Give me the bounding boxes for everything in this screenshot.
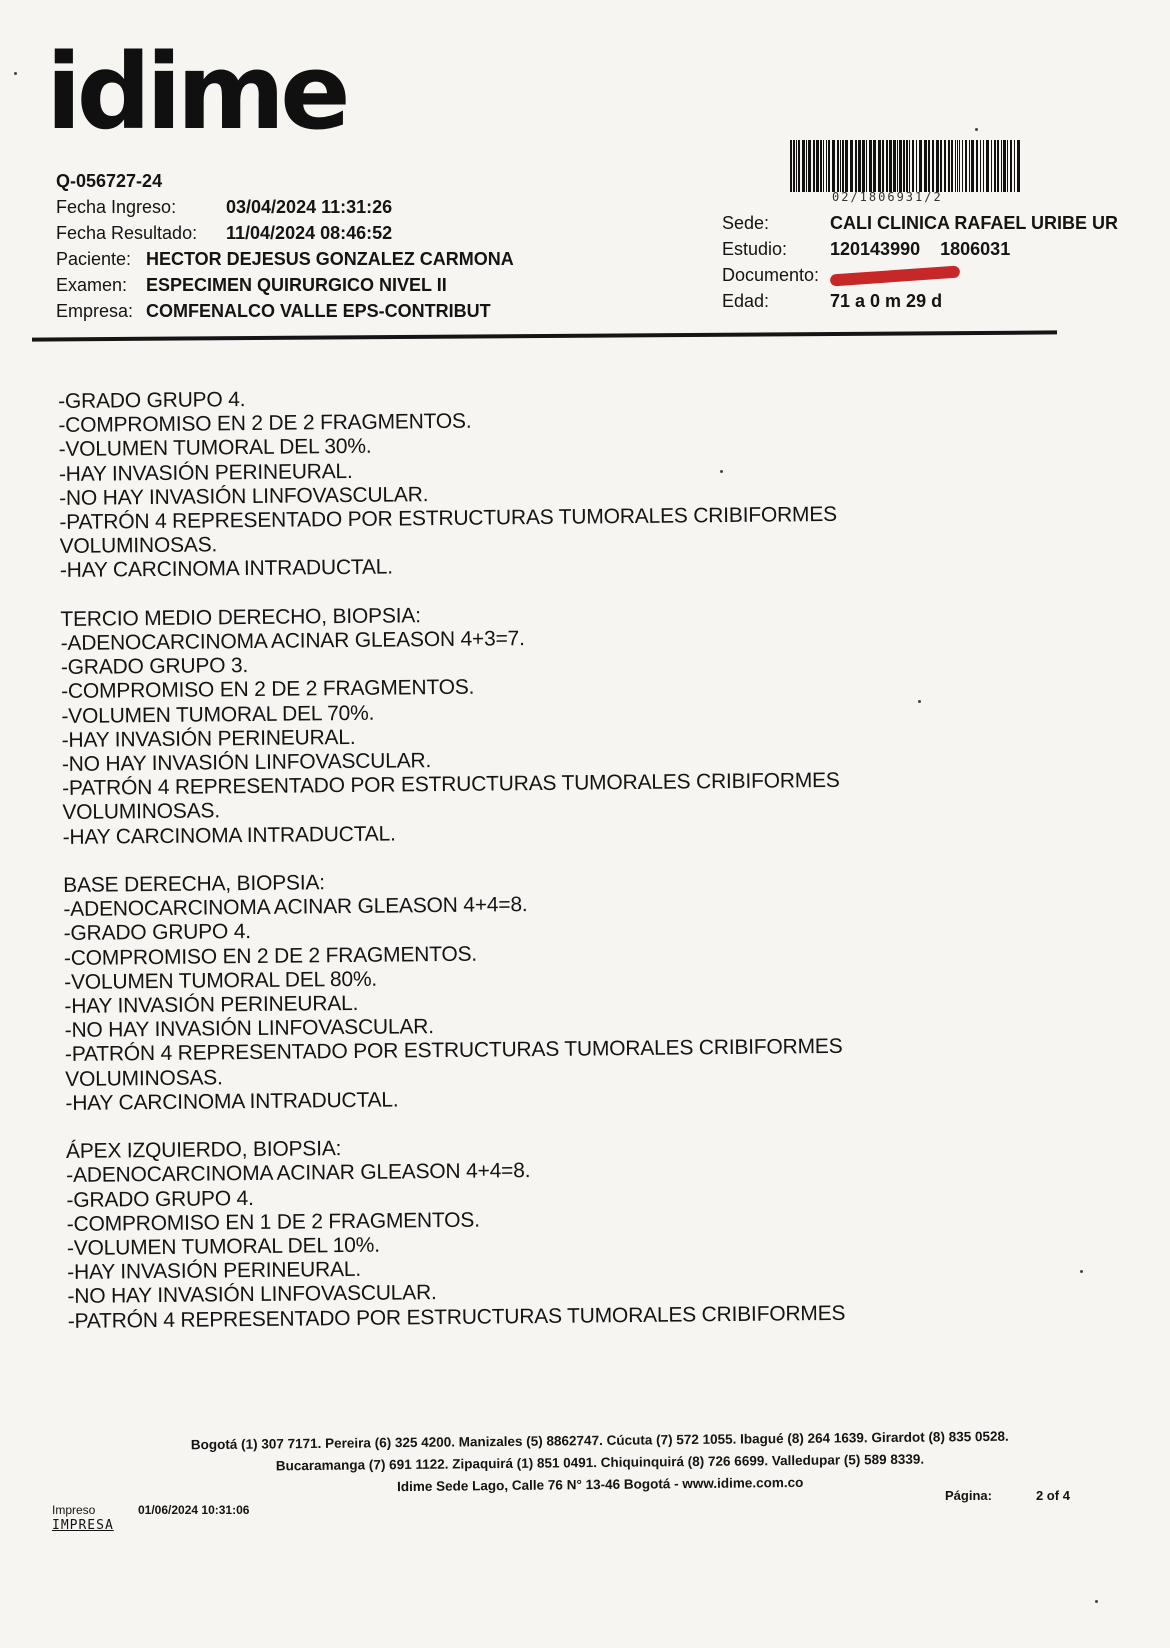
barcode-bar	[878, 140, 881, 192]
report-line: BASE DERECHA, BIOPSIA:	[63, 871, 325, 898]
barcode-bar	[983, 140, 984, 192]
barcode-bar	[957, 140, 958, 192]
footer-contacts	[140, 1425, 1061, 1501]
barcode-bar	[845, 140, 848, 192]
report-line: -COMPROMISO EN 2 DE 2 FRAGMENTOS.	[63, 942, 478, 970]
barcode-number: 02/1806931/2	[832, 190, 943, 204]
pagina-value: 2 of 4	[1035, 1488, 1070, 1503]
documento-row	[722, 262, 1118, 288]
barcode-bar	[899, 140, 902, 192]
report-code: Q-056727-24	[56, 171, 163, 191]
report-line: -HAY INVASIÓN PERINEURAL.	[67, 1258, 362, 1285]
report-line: -PATRÓN 4 REPRESENTADO POR ESTRUCTURAS TUMORALES CRIBIFORMES	[59, 502, 838, 535]
report-line: ÁPEX IZQUIERDO, BIOPSIA:	[65, 1137, 342, 1164]
report-line: VOLUMINOSAS.	[62, 799, 221, 825]
barcode-bar	[944, 140, 946, 192]
barcode-bar	[994, 140, 996, 192]
examen-value: ESPECIMEN QUIRURGICO NIVEL II	[146, 275, 447, 295]
barcode-bar	[986, 140, 989, 192]
paciente-row	[56, 246, 514, 272]
pagina-label: Página:	[945, 1488, 992, 1503]
barcode-bar	[882, 140, 884, 192]
barcode-bar	[1001, 140, 1002, 192]
barcode-bar	[793, 140, 795, 192]
footer-address-line: Idime Sede Lago, Calle 76 N° 13-46 Bogotá - www.idime.com.co	[397, 1474, 804, 1495]
barcode-bar	[893, 140, 896, 192]
barcode-bar	[826, 140, 827, 192]
barcode-bar	[924, 140, 927, 192]
barcode-bar	[816, 140, 819, 192]
report-line: -VOLUMEN TUMORAL DEL 30%.	[58, 435, 372, 462]
fecha-ingreso-row	[56, 194, 514, 220]
report-line: VOLUMINOSAS.	[59, 533, 218, 559]
barcode-bar	[823, 140, 824, 192]
documento-label: Documento:	[722, 265, 820, 285]
edad-value: 71 a 0 m 29 d	[830, 291, 943, 311]
estudio-row	[722, 236, 1118, 262]
report-line: -VOLUMEN TUMORAL DEL 10%.	[66, 1233, 380, 1261]
sede-value: CALI CLINICA RAFAEL URIBE UR	[830, 213, 1118, 233]
report-line: -COMPROMISO EN 1 DE 2 FRAGMENTOS.	[66, 1208, 480, 1236]
barcode-bar	[886, 140, 888, 192]
report-line: -HAY INVASIÓN PERINEURAL.	[61, 725, 356, 752]
barcode-bar	[997, 140, 999, 192]
empresa-value: COMFENALCO VALLE EPS-CONTRIBUT	[146, 301, 491, 321]
edad-row	[722, 288, 1118, 314]
examen-row	[56, 272, 514, 298]
barcode-bar	[813, 140, 815, 192]
barcode-bar	[962, 140, 963, 192]
patient-info-block	[56, 168, 514, 324]
report-line: -NO HAY INVASIÓN LINFOVASCULAR.	[61, 749, 432, 777]
impreso-label: Impreso	[52, 1503, 96, 1517]
barcode-bar	[955, 140, 956, 192]
barcode-bar	[869, 140, 872, 192]
empresa-row	[56, 298, 514, 324]
barcode-bar	[1003, 140, 1006, 192]
report-line: TERCIO MEDIO DERECHO, BIOPSIA:	[60, 604, 421, 631]
report-line: -NO HAY INVASIÓN LINFOVASCULAR.	[59, 482, 429, 510]
barcode-bar	[1017, 140, 1020, 192]
print-info	[52, 1502, 249, 1534]
barcode-bar	[873, 140, 876, 192]
barcode-bar	[806, 140, 807, 192]
barcode-bar	[903, 140, 905, 192]
scan-speck	[14, 72, 17, 75]
scan-speck	[720, 470, 723, 473]
report-line: -HAY INVASIÓN PERINEURAL.	[64, 991, 359, 1019]
report-line: -PATRÓN 4 REPRESENTADO POR ESTRUCTURAS TUMORALES CRIBIFORMES	[62, 769, 840, 801]
scan-speck	[1095, 1600, 1098, 1603]
barcode-bar	[976, 140, 978, 192]
examen-label: Examen:	[56, 275, 128, 295]
barcode-bar	[959, 140, 960, 192]
barcode-bar	[1014, 140, 1015, 192]
barcode-bar	[796, 140, 797, 192]
barcode-bar	[928, 140, 930, 192]
paciente-value: HECTOR DEJESUS GONZALEZ CARMONA	[146, 249, 514, 269]
redaction-mark	[830, 266, 961, 287]
estudio-value: 120143990	[830, 239, 921, 259]
barcode-bar	[965, 140, 967, 192]
barcode-bar	[832, 140, 835, 192]
estudio-label: Estudio:	[722, 239, 788, 259]
impreso-sub: IMPRESA	[52, 1518, 114, 1533]
barcode-bar	[866, 140, 867, 192]
barcode-bar	[971, 140, 974, 192]
page-number	[945, 1488, 1070, 1503]
report-line: -GRADO GRUPO 4.	[63, 920, 252, 946]
barcode-bar	[936, 140, 939, 192]
barcode-bar	[940, 140, 942, 192]
fecha-resultado-row	[56, 220, 514, 246]
report-line: -GRADO GRUPO 4.	[58, 388, 246, 413]
fecha-ingreso-label: Fecha Ingreso:	[56, 197, 177, 217]
barcode-bar	[855, 140, 857, 192]
report-line: -GRADO GRUPO 3.	[60, 654, 249, 680]
barcode-bar	[798, 140, 800, 192]
scan-speck	[1080, 1270, 1083, 1273]
report-line: -GRADO GRUPO 4.	[66, 1186, 254, 1212]
report-line: -ADENOCARCINOMA ACINAR GLEASON 4+4=8.	[63, 893, 528, 922]
barcode-bar	[951, 140, 953, 192]
fecha-resultado-label: Fecha Resultado:	[56, 223, 198, 243]
barcode-bar	[840, 140, 841, 192]
impreso-date: 01/06/2024 10:31:06	[138, 1503, 250, 1517]
report-body	[58, 379, 1108, 1334]
report-line: -COMPROMISO EN 2 DE 2 FRAGMENTOS.	[61, 676, 475, 704]
barcode-bar	[897, 140, 898, 192]
barcode-bar	[948, 140, 950, 192]
report-line: -PATRÓN 4 REPRESENTADO POR ESTRUCTURAS TUMORALES CRIBIFORMES	[64, 1035, 843, 1067]
study-info-block	[722, 210, 1118, 314]
barcode-bar	[828, 140, 830, 192]
fecha-ingreso-value: 03/04/2024 11:31:26	[226, 197, 393, 217]
report-line: -HAY INVASIÓN PERINEURAL.	[58, 459, 353, 486]
report-line: -HAY CARCINOMA INTRADUCTAL.	[59, 555, 393, 583]
barcode-bar	[1007, 140, 1008, 192]
edad-label: Edad:	[722, 291, 770, 311]
report-line: -VOLUMEN TUMORAL DEL 70%.	[61, 701, 375, 728]
report-line: -VOLUMEN TUMORAL DEL 80%.	[64, 967, 378, 994]
barcode-bar	[808, 140, 811, 192]
report-line: -ADENOCARCINOMA ACINAR GLEASON 4+4=8.	[66, 1159, 531, 1188]
paciente-label: Paciente:	[56, 249, 132, 269]
barcode-bar	[842, 140, 844, 192]
barcode-bar	[919, 140, 922, 192]
sede-label: Sede:	[722, 213, 770, 233]
header-divider	[32, 330, 1057, 341]
footer-address-line: Bogotá (1) 307 7171. Pereira (6) 325 4200. Manizales (5) 8862747. Cúcuta (7) 572 1055. Ibagué (8) 264 1639. Girardot (8) 835 0528.	[190, 1428, 1009, 1453]
report-line: -HAY CARCINOMA INTRADUCTAL.	[62, 822, 396, 849]
report-line: -NO HAY INVASIÓN LINFOVASCULAR.	[64, 1015, 434, 1043]
barcode-bar	[932, 140, 934, 192]
report-line: -NO HAY INVASIÓN LINFOVASCULAR.	[67, 1281, 437, 1309]
barcode-bar	[916, 140, 917, 192]
barcode-bar	[862, 140, 865, 192]
sede-row	[722, 210, 1118, 236]
barcode-bar	[991, 140, 992, 192]
scan-speck	[975, 128, 978, 131]
scan-speck	[918, 700, 921, 703]
report-line: VOLUMINOSAS.	[65, 1065, 223, 1091]
barcode-bar	[820, 140, 822, 192]
barcode-bar	[802, 140, 805, 192]
barcode-bar	[790, 140, 792, 192]
barcode-bar	[912, 140, 914, 192]
barcode-bar	[1010, 140, 1012, 192]
barcode-bar	[858, 140, 861, 192]
barcode-bar	[906, 140, 908, 192]
barcode-bar	[889, 140, 892, 192]
barcode-bar	[837, 140, 839, 192]
report-line: -PATRÓN 4 REPRESENTADO POR ESTRUCTURAS TUMORALES CRIBIFORMES	[67, 1301, 846, 1333]
barcode-bar	[850, 140, 853, 192]
report-line: -HAY CARCINOMA INTRADUCTAL.	[65, 1088, 399, 1115]
fecha-resultado-value: 11/04/2024 08:46:52	[226, 223, 393, 243]
barcode-bar	[969, 140, 970, 192]
barcode-bar	[980, 140, 981, 192]
barcode-icon	[790, 140, 1022, 192]
report-line: -COMPROMISO EN 2 DE 2 FRAGMENTOS.	[58, 409, 472, 438]
empresa-label: Empresa:	[56, 301, 134, 321]
idime-logo: idime	[46, 31, 346, 153]
estudio-extra-value: 1806031	[940, 239, 1011, 259]
report-line: -ADENOCARCINOMA ACINAR GLEASON 4+3=7.	[60, 627, 525, 656]
footer-address-line: Bucaramanga (7) 691 1122. Zipaquirá (1) 851 0491. Chiquinquirá (8) 726 6699. Valledupar (5) 589 8339.	[275, 1451, 925, 1474]
barcode-bar	[909, 140, 910, 192]
